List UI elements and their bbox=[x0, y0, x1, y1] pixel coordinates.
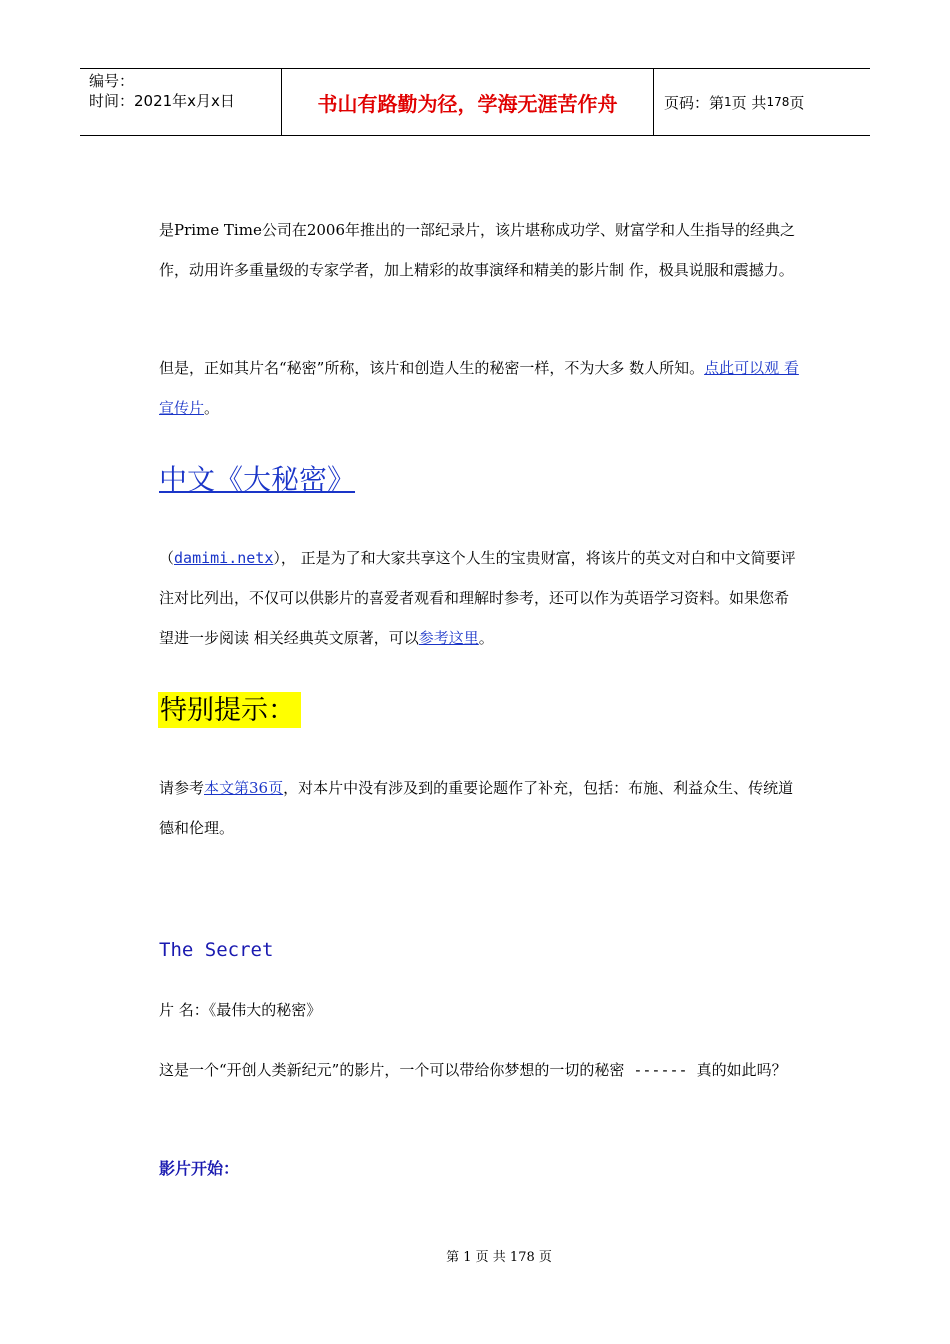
number-label: 编号： bbox=[89, 72, 135, 90]
film-description-dash: ------ bbox=[624, 1061, 697, 1079]
film-description-end: 真的如此吗？ bbox=[696, 1061, 787, 1079]
intro-paragraph-2 bbox=[159, 348, 799, 428]
share-open-paren: （ bbox=[159, 549, 175, 567]
film-description-main: 这是一个“开创人类新纪元”的影片，一个可以带给你梦想的一切的秘密 bbox=[159, 1061, 625, 1079]
intro-paragraph-2-text: 但是，正如其片名“秘密”所称，该片和创造人生的秘密一样，不为大多 数人所知。 bbox=[159, 359, 705, 377]
intro-paragraph-1: 是Prime Time公司在2006年推出的一部纪录片，该片堪称成功学、财富学和人生指导的经典之作，动用许多重量级的专家学者，加上精彩的故事演绎和精美的影片制 作，极具说服和震撼力。 bbox=[159, 221, 796, 279]
page-36-link[interactable]: 本文第36页 bbox=[204, 779, 284, 797]
page-prefix: 页码：第 bbox=[664, 93, 725, 112]
reference-link[interactable]: 参考这里 bbox=[418, 629, 479, 647]
page-indicator bbox=[654, 69, 870, 135]
film-name: 片 名：《最伟大的秘密》 bbox=[159, 1001, 322, 1019]
page-footer: 第 1 页 共 178 页 bbox=[446, 1250, 552, 1265]
special-note-before: 请参考 bbox=[159, 779, 205, 797]
film-description bbox=[159, 1050, 799, 1090]
time-label: 时间：2021年x月x日 bbox=[89, 92, 235, 110]
page-total: 178 bbox=[766, 95, 790, 109]
chinese-secret-link[interactable]: 中文《大秘密》 bbox=[159, 463, 356, 496]
special-note-paragraph bbox=[159, 768, 799, 848]
motto: 书山有路勤为径，学海无涯苦作舟 bbox=[282, 69, 654, 135]
film-start-heading: 影片开始： bbox=[159, 1159, 240, 1178]
page-current: 1 bbox=[724, 95, 732, 109]
share-end: 。 bbox=[478, 629, 494, 647]
share-paragraph bbox=[159, 538, 799, 658]
secret-title: The Secret bbox=[159, 939, 274, 961]
trailer-link[interactable]: 点此可以观 看宣传片 bbox=[159, 359, 799, 417]
document-header bbox=[80, 68, 870, 136]
intro-paragraph-2-end: 。 bbox=[204, 399, 220, 417]
page-mid: 页 共 bbox=[731, 93, 767, 112]
share-text: ）， 正是为了和大家共享这个人生的宝贵财富，将该片的英文对白和中文简要评注对比列出，不仅可以供影片的喜爱者观看和理解时参考，还可以作为英语学习资料。如果您希望进一步阅读 相关经典英文原著，可以 bbox=[159, 549, 796, 647]
site-link[interactable]: damimi.netx bbox=[174, 549, 274, 567]
special-note-title: 特别提示： bbox=[158, 692, 301, 728]
page-suffix: 页 bbox=[789, 93, 805, 112]
header-meta-cell bbox=[80, 69, 282, 135]
special-note-after: ，对本片中没有涉及到的重要论题作了补充，包括：布施、利益众生、传统道德和伦理。 bbox=[159, 779, 794, 837]
